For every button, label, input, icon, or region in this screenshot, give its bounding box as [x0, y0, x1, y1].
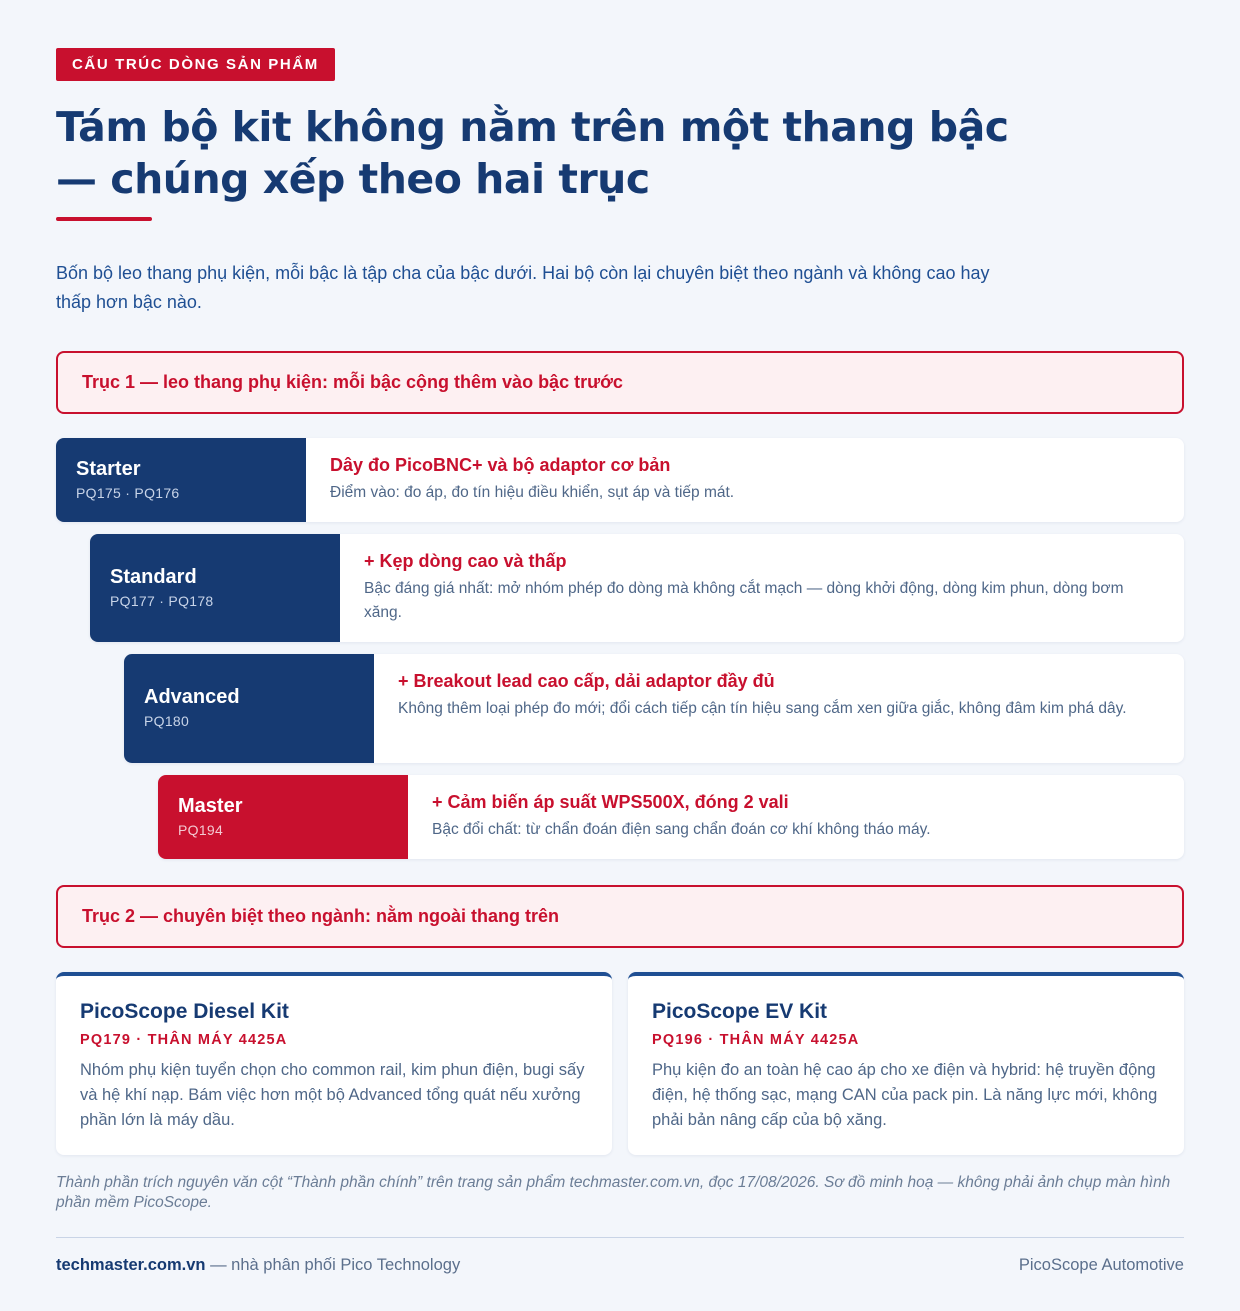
- tier-starter: [56, 438, 1184, 522]
- tier-master: [158, 775, 1184, 859]
- source-note: Thành phần trích nguyên văn cột “Thành phần chính” trên trang sản phẩm techmaster.com.vn, đọc 17/08/2026. Sơ đồ minh hoạ — không phải ảnh chụp màn hình phần mềm PicoScope.: [56, 1174, 1171, 1211]
- tier-desc: Không thêm loại phép đo mới; đổi cách tiếp cận tín hiệu sang cắm xen giữa giắc, không đâm kim phá dây.: [398, 700, 1127, 717]
- card-title: PicoScope EV Kit: [652, 1000, 828, 1023]
- card-desc: Phụ kiện đo an toàn hệ cao áp cho xe điện và hybrid: hệ truyền động điện, hệ thống sạc, mạng CAN của pack pin. Là năng lực mới, không phải bản nâng cấp của bộ xăng.: [652, 1061, 1158, 1129]
- tier-starter-label: [56, 438, 306, 522]
- page-content: [56, 48, 1184, 1213]
- card-code: PQ179 · THÂN MÁY 4425A: [80, 1032, 288, 1048]
- title-underline: [56, 217, 152, 221]
- footer-tagline: — nhà phân phối Pico Technology: [205, 1256, 461, 1274]
- tier-title: + Breakout lead cao cấp, dải adaptor đầy đủ: [398, 671, 775, 691]
- tier-name: Advanced: [144, 686, 240, 708]
- footer-product-name: PicoScope Automotive: [1018, 1256, 1184, 1274]
- card-title: PicoScope Diesel Kit: [80, 1000, 289, 1023]
- tier-desc: Bậc đáng giá nhất: mở nhóm phép đo dòng mà không cắt mạch — dòng khởi động, dòng kim phun, dòng bơm xăng.: [364, 580, 1124, 621]
- tier-starter-body: [306, 438, 1184, 522]
- tier-advanced-label: [124, 654, 374, 763]
- tier-standard: [90, 534, 1184, 642]
- tier-code: PQ180: [144, 713, 190, 729]
- tier-title: Dây đo PicoBNC+ và bộ adaptor cơ bản: [330, 455, 671, 475]
- card-desc: Nhóm phụ kiện tuyển chọn cho common rail, kim phun điện, bugi sấy và hệ khí nạp. Bám việc hơn một bộ Advanced tổng quát nếu xưởng phần lớn là máy dầu.: [80, 1061, 585, 1129]
- card-code: PQ196 · THÂN MÁY 4425A: [652, 1032, 860, 1048]
- tier-advanced-body: [374, 654, 1184, 763]
- footer: [56, 1237, 1184, 1275]
- tier-name: Master: [178, 795, 243, 817]
- tier-name: Starter: [76, 458, 141, 480]
- tier-title: + Kẹp dòng cao và thấp: [364, 551, 567, 571]
- accessory-ladder: [56, 438, 1184, 859]
- tier-code: PQ177 · PQ178: [110, 593, 214, 609]
- tier-master-body: [408, 775, 1184, 859]
- footer-left: [56, 1256, 460, 1275]
- axis-1-label: Trục 1 — leo thang phụ kiện: mỗi bậc cộng thêm vào bậc trước: [82, 372, 623, 392]
- tier-master-label: [158, 775, 408, 859]
- tier-name: Standard: [110, 566, 197, 588]
- footer-brand-link[interactable]: techmaster.com.vn: [56, 1256, 206, 1274]
- section-eyebrow: CẤU TRÚC DÒNG SẢN PHẨM: [56, 48, 335, 81]
- tier-code: PQ175 · PQ176: [76, 485, 180, 501]
- tier-standard-label: [90, 534, 340, 642]
- tier-code: PQ194: [178, 822, 224, 838]
- specialist-kits: [56, 972, 1184, 1155]
- page-title: Tám bộ kit không nằm trên một thang bậc — chúng xếp theo hai trục: [56, 103, 1009, 203]
- axis-1-banner: [56, 351, 1184, 414]
- axis-2-label: Trục 2 — chuyên biệt theo ngành: nằm ngoài thang trên: [82, 906, 560, 926]
- card-ev-kit: [628, 972, 1184, 1155]
- tier-title: + Cảm biến áp suất WPS500X, đóng 2 vali: [432, 792, 789, 812]
- intro-text: Bốn bộ leo thang phụ kiện, mỗi bậc là tập cha của bậc dưới. Hai bộ còn lại chuyên biệt theo ngành và không cao hay thấp hơn bậc nào.: [56, 263, 990, 312]
- tier-standard-body: [340, 534, 1184, 642]
- axis-2-banner: [56, 885, 1184, 948]
- card-diesel-kit: [56, 972, 612, 1155]
- tier-desc: Bậc đổi chất: từ chẩn đoán điện sang chẩn đoán cơ khí không tháo máy.: [432, 821, 931, 838]
- tier-advanced: [124, 654, 1184, 763]
- tier-desc: Điểm vào: đo áp, đo tín hiệu điều khiển, sụt áp và tiếp mát.: [330, 484, 735, 501]
